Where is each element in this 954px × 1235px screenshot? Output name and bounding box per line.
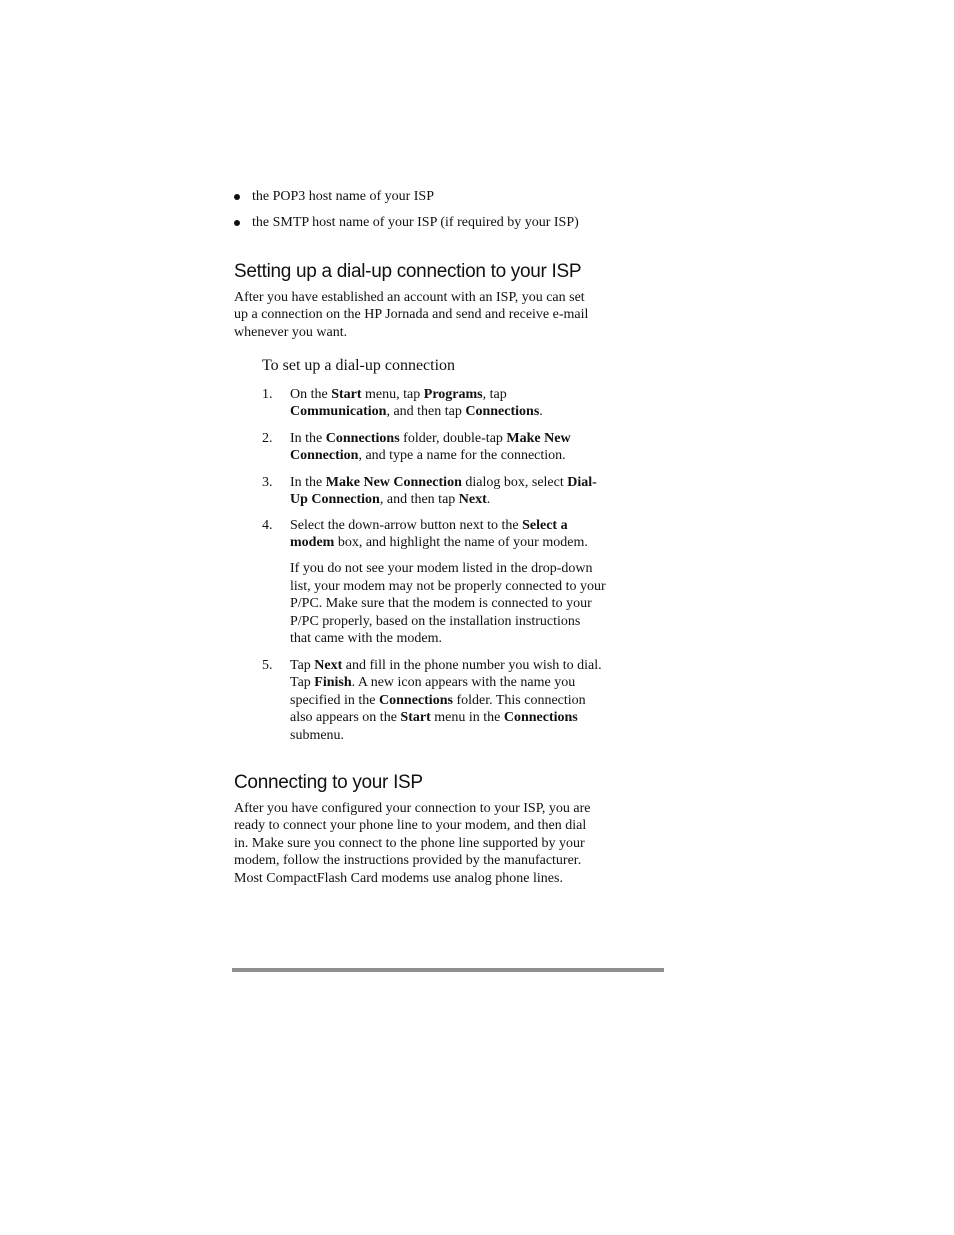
section-heading: Setting up a dial-up connection to your ISP (234, 261, 582, 282)
step-body (290, 657, 670, 744)
ui-term: Communication (290, 404, 387, 420)
bullet-text: the SMTP host name of your ISP (if required by your ISP) (252, 215, 579, 230)
intro-paragraph (234, 289, 664, 341)
step-number: 4. (262, 518, 273, 533)
ui-term: Make New Connection (325, 475, 462, 490)
text-run: , and type a name for the connection. (358, 448, 566, 464)
text-run: , tap (482, 387, 507, 402)
note-line: list, your modem may not be properly connected to your (290, 578, 606, 594)
body-line: in. Make sure you connect to the phone line supported by your (234, 835, 585, 851)
step-line (290, 474, 670, 491)
text-run: . A new icon appears with the name you (351, 675, 576, 691)
note-line: If you do not see your modem listed in the drop-down (290, 561, 593, 577)
step-number: 5. (262, 658, 273, 673)
text-run: folder. This connection (452, 692, 586, 708)
ui-term: Next (314, 658, 343, 673)
step-line (290, 386, 670, 403)
text-run: , and then tap (379, 492, 459, 508)
text-run: . (486, 492, 491, 508)
text-run: Tap (290, 675, 315, 691)
note-line: that came with the modem. (290, 631, 443, 647)
ui-term: Next (458, 492, 487, 508)
procedure-title: To set up a dial-up connection (262, 357, 456, 374)
ui-term: Connections (325, 431, 400, 446)
text-run: folder, double-tap (399, 431, 507, 446)
step-line (290, 727, 670, 744)
intro-line: up a connection on the HP Jornada and send and receive e-mail (234, 307, 589, 323)
text-run: box, and highlight the name of your modem. (334, 535, 588, 551)
step-line (290, 491, 670, 508)
step-body (290, 474, 670, 509)
bullet-text: the POP3 host name of your ISP (252, 189, 434, 204)
ui-term: Start (400, 710, 431, 726)
footer-rule (232, 968, 664, 972)
body-line: ready to connect your phone line to your modem, and then dial (234, 818, 587, 834)
text-run: and fill in the phone number you wish to dial. (342, 658, 602, 673)
bullet-icon (234, 220, 240, 226)
body-paragraph (234, 800, 664, 887)
ui-term: Finish (314, 675, 352, 691)
note-line: P/PC. Make sure that the modem is connected to your (290, 596, 592, 612)
text-run: menu, tap (361, 387, 424, 402)
text-run: . (539, 404, 543, 420)
step-line (290, 447, 670, 464)
step-line (290, 534, 670, 551)
step-line (290, 657, 670, 674)
step-line (290, 517, 670, 534)
step-body (290, 430, 670, 465)
text-run: On the (290, 387, 332, 402)
text-run: In the (290, 475, 326, 490)
text-run: also appears on the (290, 710, 401, 726)
ui-term: Programs (423, 387, 483, 402)
ui-term: Connections (379, 692, 453, 708)
ui-term: Select a (522, 518, 568, 533)
ui-term: Connections (465, 404, 540, 420)
ui-term: Dial- (567, 475, 597, 490)
step-line (290, 674, 670, 691)
step-line (290, 692, 670, 709)
step-line (290, 430, 670, 447)
step-line (290, 403, 670, 420)
ui-term: Connection (290, 448, 359, 464)
body-line: Most CompactFlash Card modems use analog phone lines. (234, 870, 563, 886)
step-number: 1. (262, 387, 273, 402)
ui-term: Make New (506, 431, 571, 446)
body-line: After you have configured your connection to your ISP, you are (234, 801, 591, 816)
text-run: Select the down-arrow button next to the (290, 518, 523, 533)
text-run: dialog box, select (461, 475, 568, 490)
step-body (290, 386, 670, 421)
text-run: specified in the (290, 692, 380, 708)
text-run: Tap (290, 658, 315, 673)
ui-term: modem (290, 535, 335, 551)
note-line: P/PC properly, based on the installation instructions (290, 613, 581, 629)
step-number: 3. (262, 475, 273, 490)
ui-term: Up Connection (290, 492, 380, 508)
ui-term: Connections (503, 710, 578, 726)
step-number: 2. (262, 431, 273, 446)
bullet-icon (234, 194, 240, 200)
step-line (290, 709, 670, 726)
text-run: submenu. (290, 727, 345, 743)
intro-line: whenever you want. (234, 324, 348, 340)
section-heading: Connecting to your ISP (234, 772, 423, 793)
text-run: In the (290, 431, 326, 446)
step-body (290, 517, 670, 647)
text-run: , and then tap (386, 404, 466, 420)
body-line: modem, follow the instructions provided by the manufacturer. (234, 853, 582, 869)
ui-term: Start (331, 387, 362, 402)
intro-line: After you have established an account with an ISP, you can set (234, 290, 585, 305)
text-run: menu in the (430, 710, 504, 726)
